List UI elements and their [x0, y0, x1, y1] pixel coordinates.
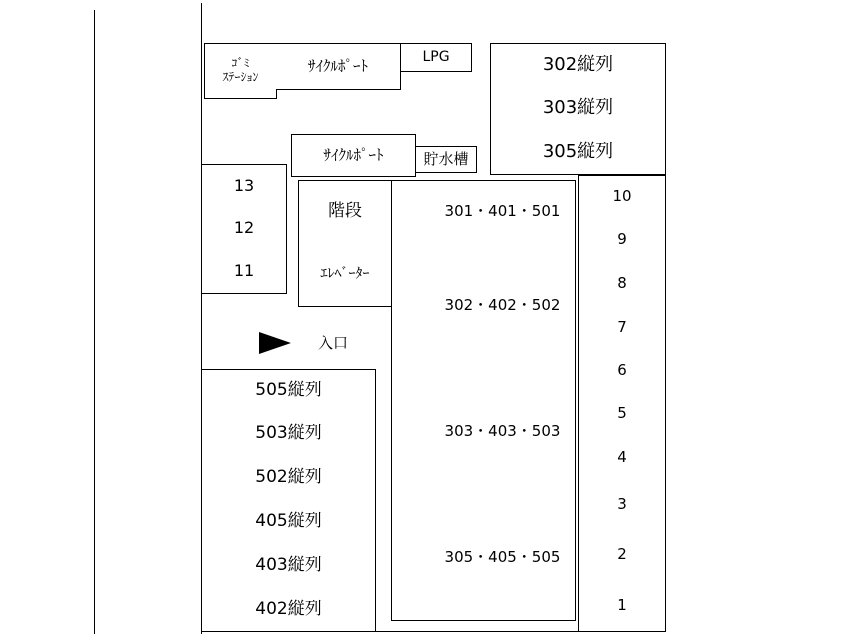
parking-slot-6: [578, 349, 666, 393]
building-unit-302-402-502-label: 302・402・502: [444, 296, 561, 315]
water-tank: [415, 146, 477, 173]
building-unit-302-402-502: [430, 243, 576, 370]
building-unit-301-401-501: [430, 180, 576, 244]
building-unit-301-401-501-label: 301・401・501: [444, 202, 561, 221]
parking-slot-9: [578, 218, 666, 263]
parking-row-403-label: 403縦列: [255, 555, 322, 576]
building-unit-303-403-503: [430, 369, 576, 496]
stairs: [298, 180, 392, 244]
entrance-label: 入口: [318, 334, 349, 352]
building-unit-305-405-505-label: 305・405・505: [444, 547, 561, 566]
parking-slot-1: [578, 580, 666, 632]
building-unit-303-403-503-label: 303・403・503: [444, 422, 561, 441]
parking-row-303: [490, 87, 666, 131]
parking-row-505-label: 505縦列: [255, 380, 322, 401]
parking-slot-10: [578, 175, 666, 219]
parking-slot-8: [578, 262, 666, 307]
parking-slot-6-label: 6: [617, 360, 627, 379]
parking-slot-8-label: 8: [617, 274, 627, 293]
parking-slot-7: [578, 306, 666, 350]
parking-slot-4: [578, 436, 666, 481]
parking-row-402-label: 402縦列: [255, 598, 322, 619]
parking-slot-3: [578, 480, 666, 531]
parking-slot-7-label: 7: [617, 317, 627, 336]
parking-slot-10-label: 10: [612, 187, 632, 206]
parking-slot-1-label: 1: [617, 595, 627, 614]
site-boundary-left-line: [94, 10, 95, 634]
water-tank-label: 貯水槽: [423, 149, 469, 168]
parking-slot-5-label: 5: [617, 404, 627, 423]
lpg-storage: [400, 43, 472, 72]
parking-row-402: [202, 588, 376, 632]
parking-slot-11-label: 11: [233, 261, 255, 281]
parking-slot-13-label: 13: [233, 175, 255, 195]
parking-row-505: [202, 369, 376, 413]
elevator-label: ｴﾚﾍﾞｰﾀｰ: [320, 266, 370, 283]
parking-row-503: [202, 412, 376, 457]
garbage-station-label-line2: ｽﾃｰｼｮﾝ: [222, 70, 259, 84]
parking-row-503-label: 503縦列: [255, 423, 322, 444]
cycle-port-middle: [291, 134, 416, 177]
garbage-station: [204, 43, 277, 99]
parking-slot-9-label: 9: [617, 230, 627, 249]
parking-slot-13: [202, 164, 287, 208]
parking-slot-12: [202, 207, 287, 251]
cycle-port-middle-label: ｻｲｸﾙﾎﾟｰﾄ: [323, 145, 384, 164]
parking-row-502-label: 502縦列: [255, 467, 322, 488]
parking-slot-4-label: 4: [617, 448, 627, 467]
parking-row-302-label: 302縦列: [542, 54, 614, 76]
parking-slot-2-label: 2: [617, 545, 627, 564]
cycle-port-top-label: ｻｲｸﾙﾎﾟｰﾄ: [307, 56, 368, 75]
parking-row-502: [202, 456, 376, 501]
parking-row-305: [490, 130, 666, 175]
entrance-arrow-icon: [259, 332, 291, 354]
building-unit-305-405-505: [430, 495, 576, 621]
parking-row-305-label: 305縦列: [542, 140, 614, 162]
parking-slot-5: [578, 392, 666, 437]
parking-row-403: [202, 544, 376, 589]
garbage-station-label-line1: ｺﾞﾐ: [231, 56, 250, 71]
lpg-label: LPG: [422, 49, 450, 66]
parking-row-405: [202, 500, 376, 545]
parking-row-302: [490, 43, 666, 88]
stairs-label: 階段: [328, 201, 362, 222]
elevator: [298, 243, 392, 307]
cycle-port-top: [276, 43, 401, 90]
parking-row-303-label: 303縦列: [542, 97, 614, 119]
parking-row-405-label: 405縦列: [255, 511, 322, 532]
parking-slot-11: [202, 250, 287, 294]
parking-slot-12-label: 12: [233, 218, 255, 238]
parking-slot-3-label: 3: [617, 495, 627, 514]
parking-slot-2: [578, 530, 666, 581]
corridor: [391, 180, 431, 621]
